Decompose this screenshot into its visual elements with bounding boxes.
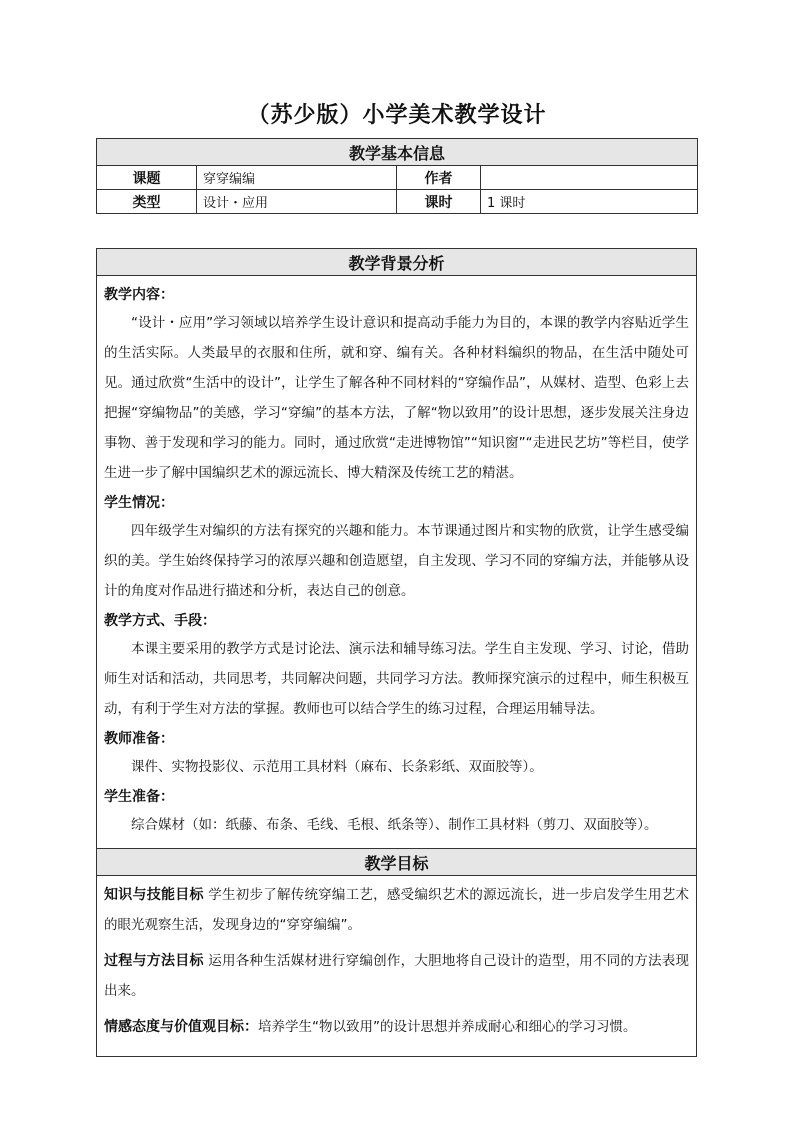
goal-attitude-label: 情感态度与价值观目标： bbox=[104, 1019, 258, 1035]
section-heading-student-prep: 学生准备： bbox=[104, 789, 174, 805]
basic-info-table bbox=[96, 138, 698, 214]
section-text-student-prep: 综合媒材（如：纸藤、布条、毛线、毛根、纸条等）、制作工具材料（剪刀、双面胶等）。 bbox=[131, 817, 658, 833]
basic-info-header: 教学基本信息 bbox=[97, 139, 698, 166]
background-content bbox=[97, 276, 697, 849]
goal-attitude-text: 培养学生“物以致用”的设计思想并养成耐心和细心的学习习惯。 bbox=[258, 1019, 637, 1035]
goal-knowledge-label: 知识与技能目标 bbox=[104, 887, 204, 903]
background-analysis-table bbox=[96, 248, 697, 1057]
goal-process-label: 过程与方法目标 bbox=[104, 953, 204, 969]
document-title: （苏少版）小学美术教学设计 bbox=[247, 102, 547, 128]
goal-attitude bbox=[104, 1012, 689, 1042]
section-heading-content: 教学内容： bbox=[104, 287, 174, 303]
type-label: 类型 bbox=[97, 190, 197, 214]
topic-label: 课题 bbox=[97, 166, 197, 190]
author-label: 作者 bbox=[397, 166, 481, 190]
section-heading-teacher-prep: 教师准备： bbox=[104, 731, 174, 747]
type-value: 设计・应用 bbox=[197, 190, 397, 214]
topic-value: 穿穿编编 bbox=[197, 166, 397, 190]
author-value bbox=[481, 166, 698, 190]
goal-process bbox=[104, 946, 689, 1006]
section-heading-students: 学生情况： bbox=[104, 495, 174, 511]
goal-knowledge bbox=[104, 880, 689, 940]
goal-process-text: 运用各种生活媒材进行穿编创作，大胆地将自己设计的造型，用不同的方法表现出来。 bbox=[104, 953, 690, 999]
table-row bbox=[97, 166, 698, 190]
section-text-content: “设计・应用”学习领域以培养学生设计意识和提高动手能力为目的，本课的教学内容贴近学生的生活实际。人类最早的衣服和住所，就和穿、编有关。各种材料编织的物品，在生活中随处可见。通过欣赏“生活中的设计”，让学生了解各种不同材料的“穿编作品”，从媒材、造型、色彩上去把握“穿编物品”的美感，学习“穿编”的基本方法，了解“物以致用”的设计思想，逐步发展关注身边事物、善于发现和学习的能力。同时，通过欣赏“走进博物馆”“知识窗”“走进民艺坊”等栏目，使学生进一步了解中国编织艺术的源远流长、博大精深及传统工艺的精湛。 bbox=[104, 315, 689, 481]
section-heading-methods: 教学方式、手段： bbox=[104, 613, 216, 629]
section-text-students: 四年级学生对编织的方法有探究的兴趣和能力。本节课通过图片和实物的欣赏，让学生感受编织的美。学生始终保持学习的浓厚兴趣和创造愿望，自主发现、学习不同的穿编方法，并能够从设计的角度对作品进行描述和分析，表达自己的创意。 bbox=[104, 523, 689, 599]
section-text-methods: 本课主要采用的教学方式是讨论法、演示法和辅导练习法。学生自主发现、学习、讨论，借助师生对话和活动，共同思考，共同解决问题，共同学习方法。教师探究演示的过程中，师生积极互动，有利于学生对方法的掌握。教师也可以结合学生的练习过程，合理运用辅导法。 bbox=[104, 641, 689, 717]
table-row bbox=[97, 190, 698, 214]
periods-value: 1 课时 bbox=[481, 190, 698, 214]
goals-header: 教学目标 bbox=[97, 849, 697, 876]
goal-knowledge-text: 学生初步了解传统穿编工艺，感受编织艺术的源远流长，进一步启发学生用艺术的眼光观察生活，发现身边的“穿穿编编”。 bbox=[104, 887, 690, 933]
section-text-teacher-prep: 课件、实物投影仪、示范用工具材料（麻布、长条彩纸、双面胶等）。 bbox=[131, 759, 543, 775]
background-header: 教学背景分析 bbox=[97, 249, 697, 276]
periods-label: 课时 bbox=[397, 190, 481, 214]
goals-content bbox=[97, 876, 697, 1057]
